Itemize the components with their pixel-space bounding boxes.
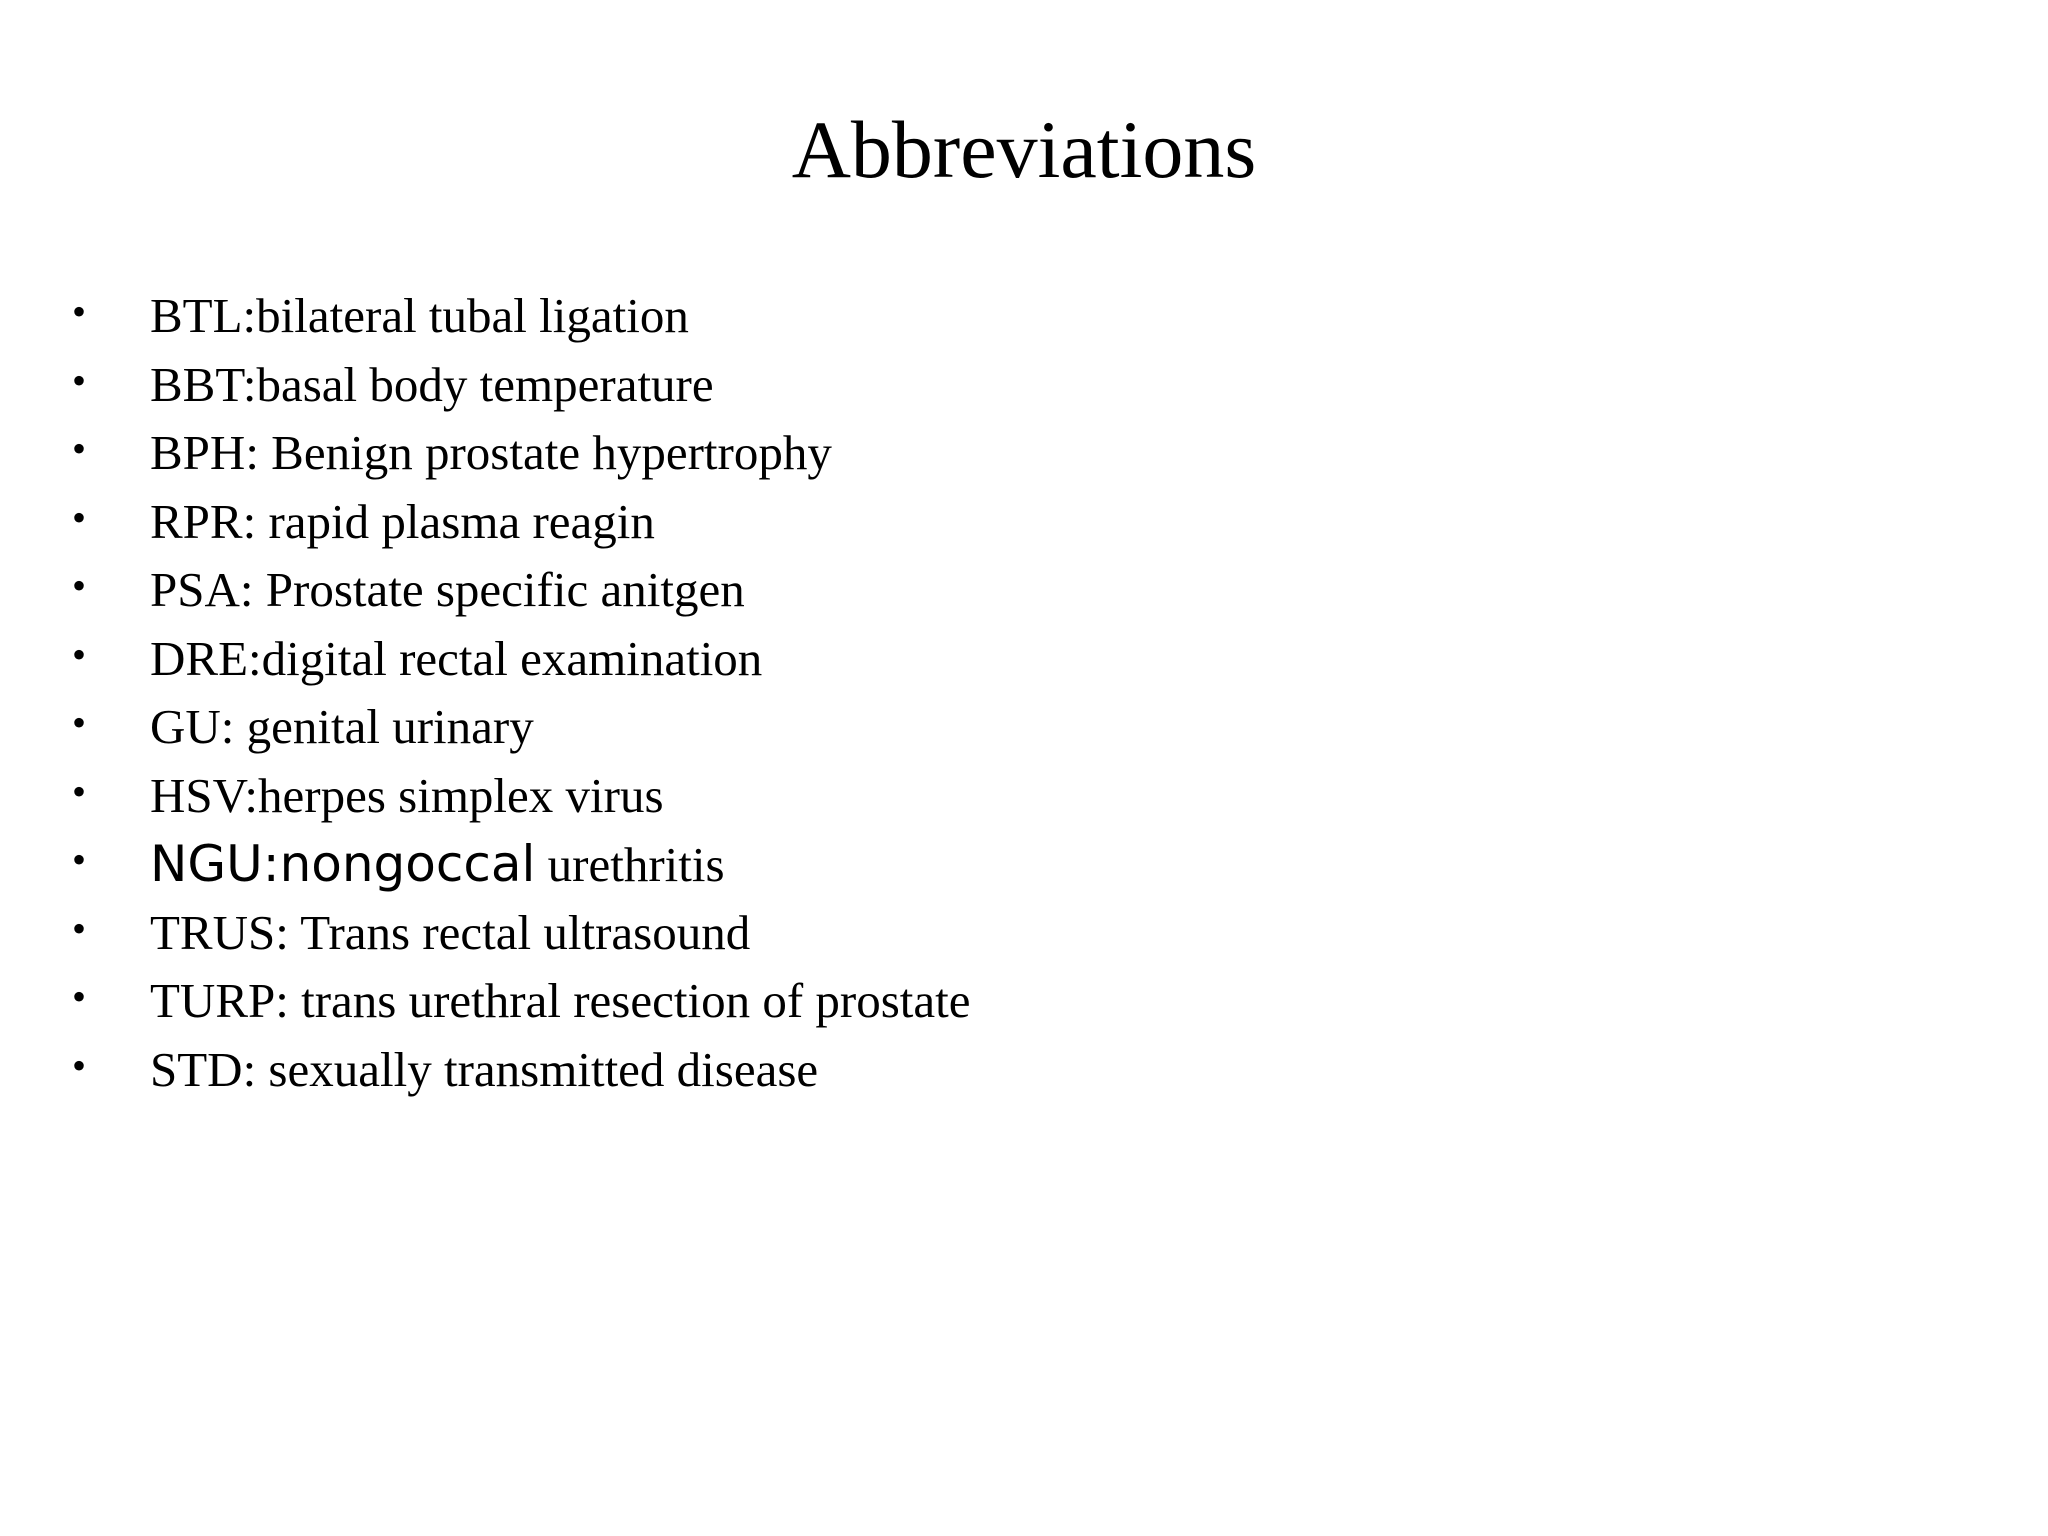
list-item-text: STD: sexually transmitted disease	[150, 1041, 819, 1097]
bullet-icon: •	[72, 426, 87, 471]
list-item-text: DRE:digital rectal examination	[150, 630, 763, 686]
list-item-text: BTL:bilateral tubal ligation	[150, 288, 689, 343]
bullet-icon: •	[72, 974, 87, 1019]
bullet-icon: •	[72, 494, 87, 540]
list-item-text: BBT:basal body temperature	[150, 356, 714, 412]
list-item-text: GU: genital urinary	[150, 699, 534, 754]
list-item-text: RPR: rapid plasma reagin	[150, 493, 655, 549]
list-item-text: PSA: Prostate specific anitgen	[150, 562, 745, 617]
list-item-text-part: NGU:nongoccal	[150, 835, 536, 893]
bullet-icon: •	[72, 837, 87, 882]
list-item-text: BPH: Benign prostate hypertrophy	[150, 425, 832, 480]
bullet-icon: •	[72, 631, 87, 677]
list-item-text	[150, 830, 725, 899]
slide-title: Abbreviations	[791, 104, 1257, 195]
bullet-icon: •	[72, 357, 87, 403]
bullet-icon: •	[72, 905, 87, 951]
list-item-text-part: urethritis	[535, 837, 725, 892]
list-item-text: TURP: trans urethral resection of prostate	[150, 973, 971, 1028]
bullet-icon: •	[72, 768, 87, 814]
list-item-text: TRUS: Trans rectal ultrasound	[150, 904, 751, 960]
bullet-icon: •	[72, 700, 87, 745]
bullet-icon: •	[72, 1042, 87, 1088]
bullet-icon: •	[72, 563, 87, 608]
bullet-icon: •	[72, 289, 87, 334]
list-item-text: HSV:herpes simplex virus	[150, 767, 664, 823]
